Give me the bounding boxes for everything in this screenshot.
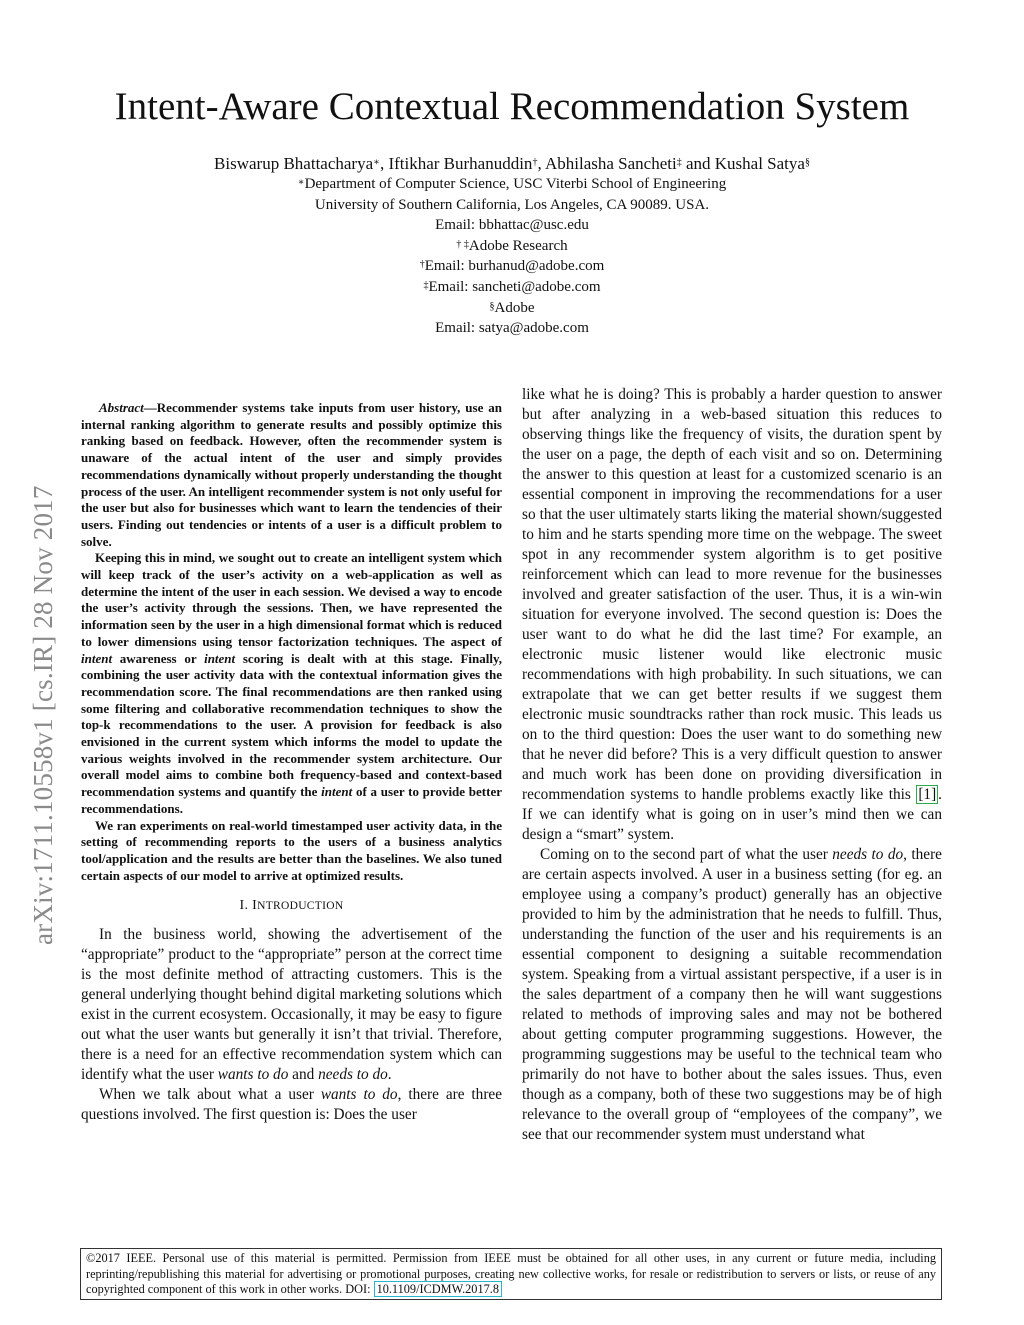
abstract-label: Abstract [99,400,144,415]
author-1-mark: ∗ [373,157,380,168]
intro-p1-end: . [387,1066,392,1084]
abstract-em-intent-3: intent [321,784,353,800]
section-first-letter: I [252,898,258,914]
abstract-text-2b: awareness or [112,650,205,666]
section-rest: NTRODUCTION [257,900,344,913]
email3-text: Email: sancheti@adobe.com [428,278,601,295]
copyright-notice [80,1248,942,1300]
intro-em-wants: wants to do [217,1066,289,1084]
email-satya: Email: satya@adobe.com [435,320,589,337]
intro-p1-text: In the business world, showing the advertisement of the “appropriate” product to the “appropriate” person at the correct time is the most definite method of attracting customers. This is the general underlying thought behind digital marketing solutions which exist in the current ecosystem. Occasionally, it may be easy to figure out what the user wants but generally it isn’t that trivial. Therefore, there is a need for an effective recommendation system which can identify what the user [81,926,502,1084]
intro-left [81,925,502,1125]
intro-p2-cont-end: . If we can identify what is going on in user’s mind then we can design a “smart” system. [522,786,942,843]
abstract-paragraph-1 [81,400,502,550]
abstract-em-intent-1: intent [81,650,113,666]
affiliation-adobe [0,298,1024,319]
copyright-text: ©2017 IEEE. Personal use of this material is permitted. Permission from IEEE must be obtained for all other uses, in any current or future media, including reprinting/republishing this material for advertising or promotional purposes, creating new collective works, for resale or redistribution to servers or lists, or reuse of any copyrighted component of this work in other works. DOI: [86,1251,936,1297]
affil4-mark: § [489,300,495,312]
citation-link-1[interactable]: [1] [918,786,937,803]
intro-p2-text-b: , there are three questions involved. The first question is: Does the user [81,1086,503,1124]
abstract-paragraph-2 [81,550,502,817]
author-2: , Iftikhar Burhanuddin [379,154,533,173]
intro-right [522,385,942,1145]
paper-title: Intent-Aware Contextual Recommendation System [114,85,910,128]
intro-p3-text-a: Coming on to the second part of what the user [540,846,833,863]
doi-link[interactable]: 10.1109/ICDMW.2017.8 [374,1281,502,1297]
arxiv-identifier: arXiv:1711.10558v1 [cs.IR] 28 Nov 2017 [28,485,58,945]
abstract-text-2a: Keeping this in mind, we sought out to create an intelligent system which will keep track of the user’s activity on a web-application as well as determine the intent of the user in each session. We devised a way to encode the user’s activity through the sessions. Then, we have represented the information seen by the user in a high dimensional format which is reduced to lower dimensions using tensor factorization techniques. The aspect of [81,550,502,649]
intro-p3-text-b: , there are certain aspects involved. A user in a business setting (for eg. an employee using a company’s product) generally has an objective provided to him by the administration that he needs to fulfill. Thus, understanding the function of the user and his requirements is an essential component to designing a suitable recommendation system. Speaking from a virtual assistant perspective, if a user is in the sales department of a company then he will want suggestions related to methods of improving sales and may not be bothered about getting computer programming suggestions. However, the programming suggestions may be useful to the technical team who primarily do not have to bother about the sales issues. Thus, even though as a company, both of these two suggestions may be of high relevance to the overall group of “employees of the company”, we see that our recommender system must understand what [522,846,942,1143]
affiliation-usc: University of Southern California, Los Angeles, CA 90089. USA. [314,196,710,213]
email2-mark: † [419,259,425,271]
affil4-text: Adobe [494,299,535,316]
author-1: Biswarup Bhattacharya [214,154,374,173]
affiliation-usc-dept [0,174,1024,195]
author-2-mark: † [532,157,538,168]
intro-paragraph-2-continued [522,385,942,845]
email2-text: Email: burhanud@adobe.com [424,258,605,275]
abstract-em-intent-2: intent [204,650,236,666]
intro-paragraph-1 [81,925,502,1085]
intro-paragraph-2 [81,1085,502,1125]
intro-p3-em: needs to do [832,846,904,863]
abstract [81,400,502,884]
intro-p1-and: and [288,1066,319,1084]
section-number: I. [239,898,249,914]
intro-em-needs: needs to do [318,1066,388,1084]
section-heading-introduction [81,897,502,915]
author-4-mark: § [804,157,810,168]
email3-mark: ‡ [423,279,429,291]
abstract-paragraph-3: We ran experiments on real-world timestamped user activity data, in the setting of recommending reports to the users of a business analytics tool/application and the results are better than the baselines. We also tuned certain aspects of our model to arrive at optimized results. [81,817,502,883]
affiliation-adobe-research [0,236,1024,257]
email-usc: Email: bbhattac@usc.edu [435,217,589,234]
intro-p2-em: wants to do [320,1086,398,1104]
left-column [81,400,502,1125]
intro-paragraph-3 [522,845,942,1145]
affil1-text: Department of Computer Science, USC Viterbi School of Engineering [304,176,727,192]
intro-p2-cont: like what he is doing? This is probably a harder question to answer but after analyzing in a web-based situation this reduces to observing things like the frequency of visits, the duration spent by the user on a page, the depth of each visit and so on. Determining the answer to this question at least for a customized scenario is an essential component in improving the recommendations for a user so that the user ultimately starts liking the material shown/suggested to him and he starts spending more time on the webpage. The sweet spot in any recommender system algorithm is to get positive reinforcement which can lead to more revenue for the businesses involved and greater satisfaction of the user. Thus, it is a win-win situation for everyone involved. The second question is: Does the user want to do what he did the last time? For example, an electronic music listener would like electronic music recommendations with high probability. In such situations, we can extrapolate that we can get better results if we suggest them electronic music soundtracks rather than rock music. This leads us on to the third question: Does the user want to do something new that he never did before? This is a very difficult question to answer and much work has been done on providing diversification in recommendation systems to handle problems exactly like this [522,386,942,803]
author-3: , Abhilasha Sancheti [537,154,677,173]
author-3-mark: ‡ [676,157,682,168]
abstract-text-2d: of a user to provide better recommendations. [81,784,502,816]
abstract-text-1: Recommender systems take inputs from user history, use an internal ranking algorithm to generate results and possibly optimize this ranking based on feedback. However, often the recommender system is unaware of the actual intent of the user and simply provides recommendations dynamically without properly understanding the thought process of the user. An intelligent recommender system is not only useful for the user but also for businesses which want to learn the tendencies of their users. Finding out tendencies or intents of a user is a difficult problem to solve. [81,400,502,549]
affil1-mark: ∗ [297,177,305,188]
email-burhanud [0,256,1024,277]
author-names [0,152,1024,176]
author-block [0,152,1024,339]
abstract-text-2c: scoring is dealt with at this stage. Finally, combining the user activity data with the contextual information gives the recommendation score. The final recommendations are then ranked using some filtering and collaborative recommendation techniques to show the top-k recommendations to the user. A provision for feedback is also envisioned in the current system which informs the model to update the various weights involved in the recommender system architecture. Our overall model aims to combine both frequency-based and context-based recommendation systems and quantify the [81,650,502,800]
abstract-dash: — [143,400,157,415]
intro-p2-text-a: When we talk about what a user [99,1086,321,1104]
affil3-mark: † ‡ [456,238,469,250]
email-sancheti [0,277,1024,298]
author-4: and Kushal Satya [681,154,805,173]
affil3-text: Adobe Research [468,237,568,254]
right-column [522,385,942,1145]
